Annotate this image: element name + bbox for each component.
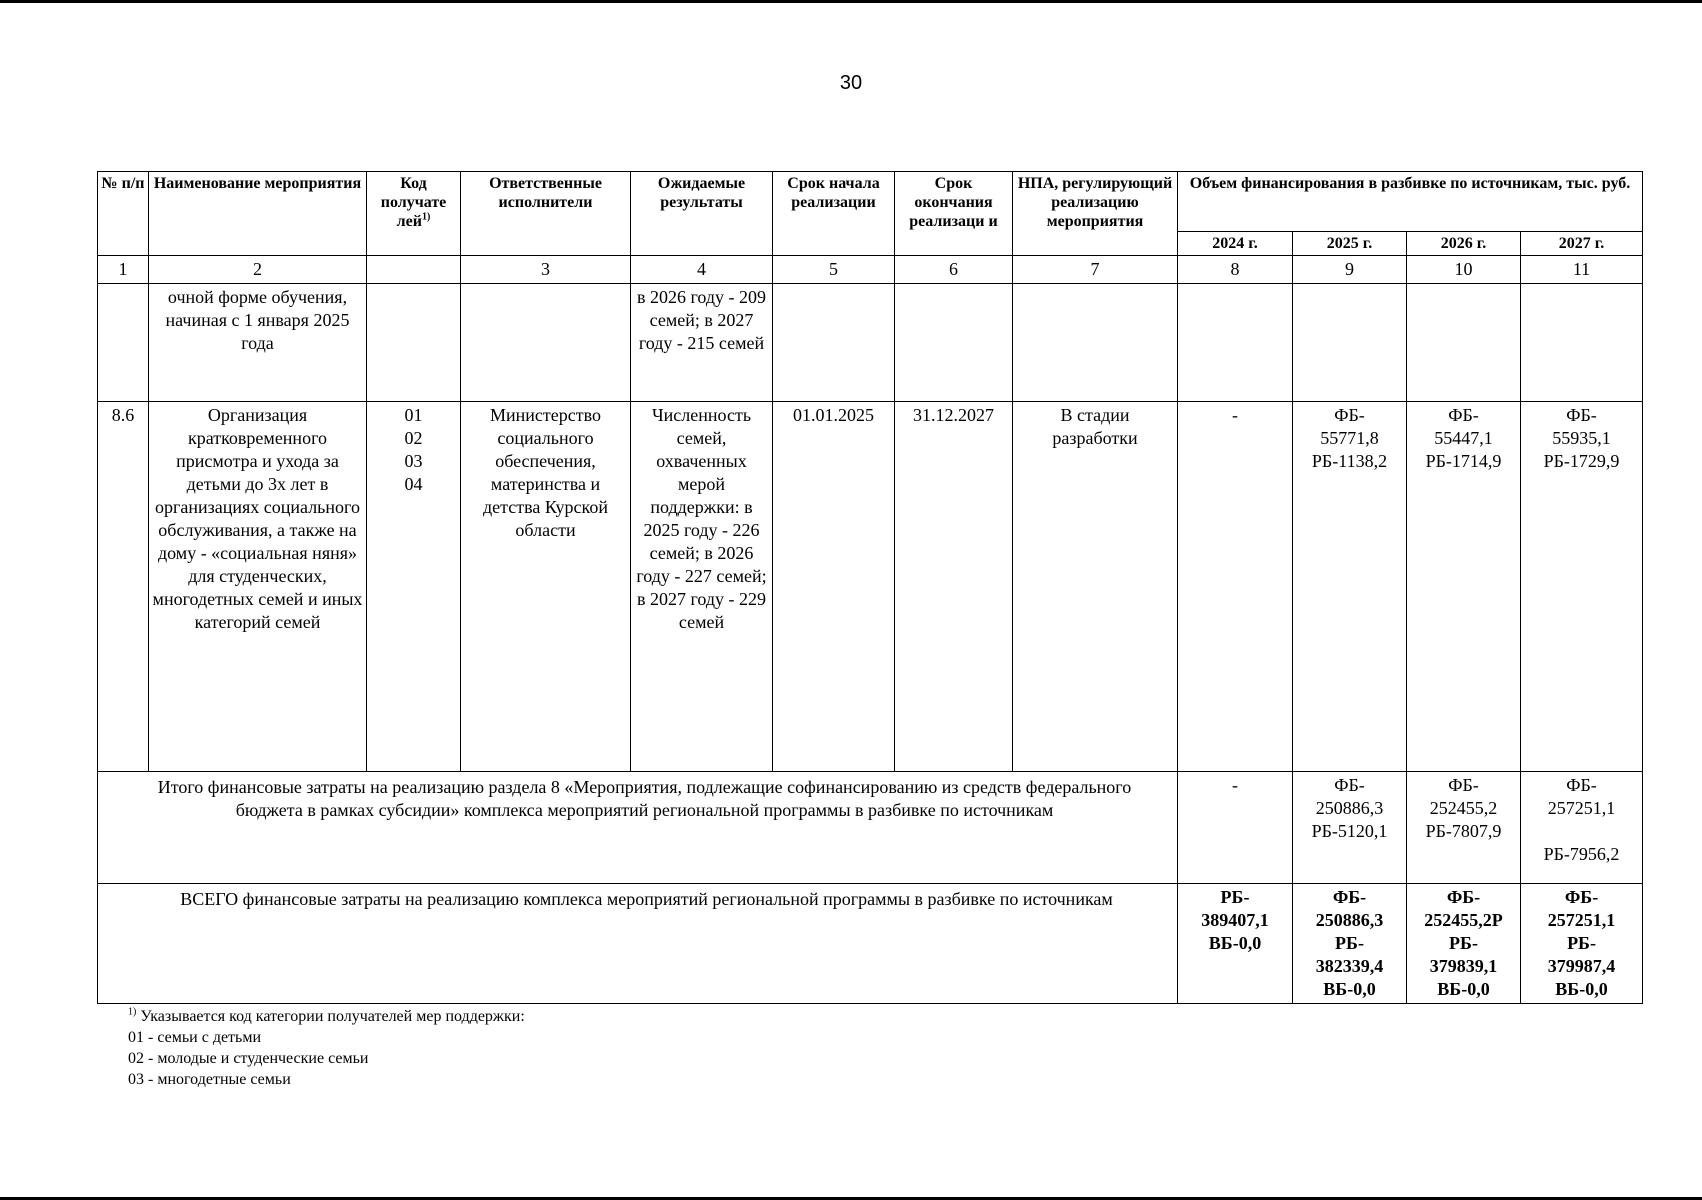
- row-end: 31.12.2027: [895, 402, 1013, 772]
- index-cell: 4: [631, 256, 773, 284]
- cell: [1178, 284, 1293, 402]
- footnote-item: 02 - молодые и студенческие семьи: [128, 1050, 369, 1067]
- header-year-2025: 2025 г.: [1293, 232, 1407, 256]
- header-code-sup: 1): [421, 211, 431, 223]
- header-npa: НПА, регулирующий реализацию мероприятия: [1013, 172, 1178, 256]
- footnote-item: 01 - семьи с детьми: [128, 1029, 262, 1046]
- row-start: 01.01.2025: [773, 402, 895, 772]
- continued-results: в 2026 году - 209 семей; в 2027 году - 215 семей: [631, 284, 773, 402]
- header-row: [98, 172, 1643, 232]
- total-section8-label: Итого финансовые затраты на реализацию раздела 8 «Мероприятия, подлежащие софинансированию из средств федерального бюджета в рамках субсидии» комплекса мероприятий региональной программы в разбивке по источникам: [98, 772, 1178, 884]
- cell: [1013, 284, 1178, 402]
- header-end: Срок окончания реализаци и: [895, 172, 1013, 256]
- index-cell: [367, 256, 461, 284]
- index-cell: 2: [149, 256, 367, 284]
- header-start: Срок начала реализации: [773, 172, 895, 256]
- row-2026: ФБ- 55447,1 РБ-1714,9: [1407, 402, 1521, 772]
- index-cell: 8: [1178, 256, 1293, 284]
- total-2025: ФБ- 250886,3 РБ-5120,1: [1293, 772, 1407, 884]
- cell: [1521, 284, 1643, 402]
- cell: [1407, 284, 1521, 402]
- cell: [1293, 284, 1407, 402]
- header-name: Наименование мероприятия: [149, 172, 367, 256]
- header-year-2024: 2024 г.: [1178, 232, 1293, 256]
- header-year-2026: 2026 г.: [1407, 232, 1521, 256]
- row-npa: В стадии разработки: [1013, 402, 1178, 772]
- total-2024: -: [1178, 772, 1293, 884]
- footnote-item: 03 - многодетные семьи: [128, 1071, 291, 1088]
- continued-name: очной форме обучения, начиная с 1 января 2025 года: [149, 284, 367, 402]
- index-cell: 9: [1293, 256, 1407, 284]
- total-section8-row: [98, 772, 1643, 884]
- footnote-title-text: Указывается код категории получателей мер поддержки:: [136, 1008, 525, 1025]
- footnote-title: [128, 1006, 525, 1027]
- header-year-2027: 2027 г.: [1521, 232, 1643, 256]
- index-cell: 11: [1521, 256, 1643, 284]
- grand-2024: РБ- 389407,1 ВБ-0,0: [1178, 884, 1293, 1004]
- index-cell: 5: [773, 256, 895, 284]
- grand-2027: ФБ- 257251,1 РБ- 379987,4 ВБ-0,0: [1521, 884, 1643, 1004]
- grand-2026: ФБ- 252455,2Р РБ- 379839,1 ВБ-0,0: [1407, 884, 1521, 1004]
- table-row-8-6: [98, 402, 1643, 772]
- total-2026: ФБ- 252455,2 РБ-7807,9: [1407, 772, 1521, 884]
- header-responsible: Ответственные исполнители: [461, 172, 631, 256]
- page-number: 30: [839, 72, 863, 94]
- financing-table: [97, 171, 1643, 1004]
- header-results: Ожидаемые результаты: [631, 172, 773, 256]
- column-index-row: [98, 256, 1643, 284]
- cell: [461, 284, 631, 402]
- header-num: № п/п: [98, 172, 149, 256]
- row-2024: -: [1178, 402, 1293, 772]
- cell: [98, 284, 149, 402]
- grand-total-row: [98, 884, 1643, 1004]
- footnote-sup: 1): [128, 1006, 137, 1018]
- index-cell: 6: [895, 256, 1013, 284]
- page-top-border: [0, 0, 1702, 3]
- cell: [895, 284, 1013, 402]
- index-cell: 10: [1407, 256, 1521, 284]
- row-codes: 01 02 03 04: [367, 402, 461, 772]
- row-responsible: Министерство социального обеспечения, материнства и детства Курской области: [461, 402, 631, 772]
- row-2025: ФБ- 55771,8 РБ-1138,2: [1293, 402, 1407, 772]
- table-row-continued: [98, 284, 1643, 402]
- index-cell: 1: [98, 256, 149, 284]
- index-cell: 7: [1013, 256, 1178, 284]
- row-number: 8.6: [98, 402, 149, 772]
- row-2027: ФБ- 55935,1 РБ-1729,9: [1521, 402, 1643, 772]
- cell: [367, 284, 461, 402]
- header-code-label: Код получате лей: [380, 175, 447, 230]
- grand-total-label: ВСЕГО финансовые затраты на реализацию комплекса мероприятий региональной программы в разбивке по источникам: [98, 884, 1178, 1004]
- grand-2025: ФБ- 250886,3 РБ- 382339,4 ВБ-0,0: [1293, 884, 1407, 1004]
- header-finance: Объем финансирования в разбивке по источникам, тыс. руб.: [1178, 172, 1643, 232]
- total-2027: ФБ- 257251,1 РБ-7956,2: [1521, 772, 1643, 884]
- index-cell: 3: [461, 256, 631, 284]
- cell: [773, 284, 895, 402]
- header-code: [367, 172, 461, 256]
- row-name: Организация кратковременного присмотра и ухода за детьми до 3х лет в организациях социального обслуживания, а также на дому - «социальная няня» для студенческих, многодетных семей и иных категорий семей: [149, 402, 367, 772]
- footnotes: [128, 1006, 525, 1090]
- row-results: Численность семей, охваченных мерой поддержки: в 2025 году - 226 семей; в 2026 году - 227 семей; в 2027 году - 229 семей: [631, 402, 773, 772]
